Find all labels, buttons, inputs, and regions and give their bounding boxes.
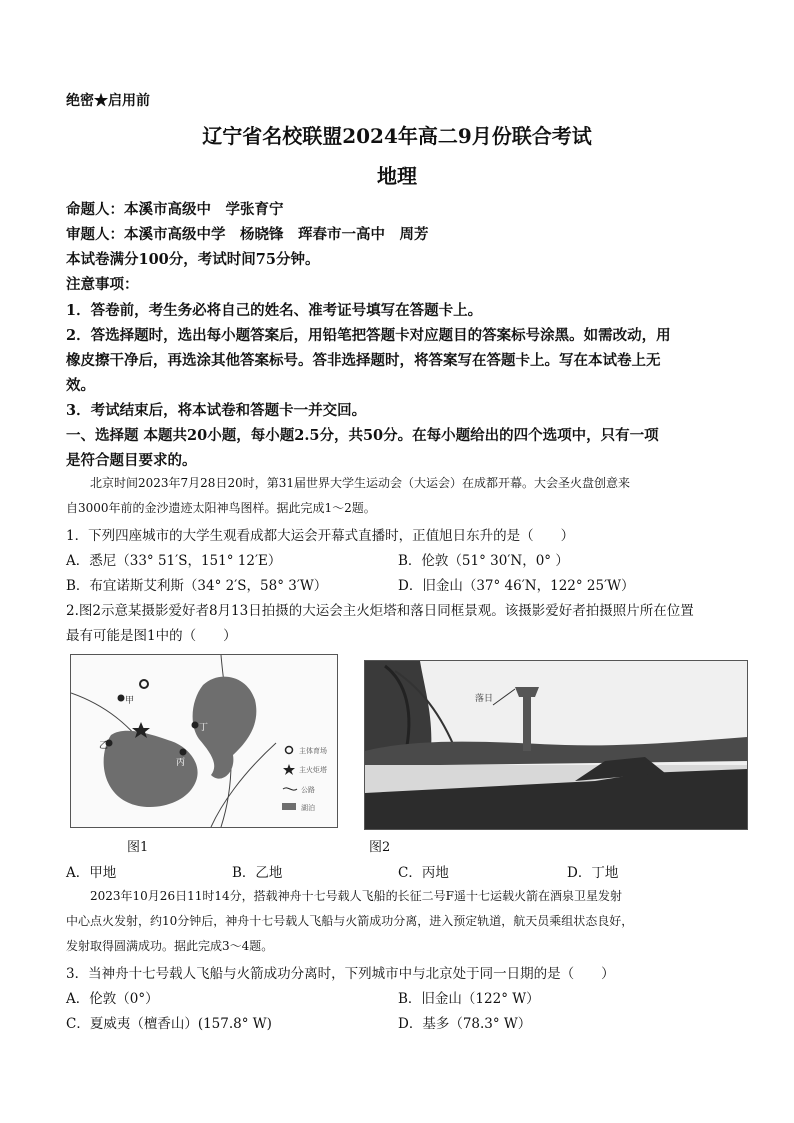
question-1-option-b: B．伦敦（51° 30′N，0° ）: [398, 553, 569, 569]
section-heading-line-1: 一、选择题 本题共20小题，每小题2.5分，共50分。在每小题给出的四个选项中，只有一项: [66, 427, 659, 444]
label-ding: 丁: [199, 723, 209, 733]
question-3-stem: 3．当神舟十七号载人飞船与火箭成功分离时，下列城市中与北京处于同一日期的是（ ）: [66, 966, 615, 982]
note-2-line-3: 效。: [66, 377, 95, 394]
notes-heading: 注意事项：: [66, 276, 139, 293]
figure-1-caption: 图1: [127, 840, 149, 855]
stadium-icon: [140, 680, 148, 688]
question-2-stem-line-2: 最有可能是图1中的（ ）: [66, 628, 237, 644]
confidential-mark: 绝密★启用前: [66, 93, 150, 109]
legend-torch-label: 主火炬塔: [299, 766, 327, 774]
exam-title: 辽宁省名校联盟2024年高二9月份联合考试: [202, 124, 592, 148]
note-2-line-1: 2．答选择题时，选出每小题答案后，用铅笔把答题卡对应题目的答案标号涂黑。如需改动，用: [66, 327, 671, 344]
question-2-stem-line-1: 2.图2示意某摄影爱好者8月13日拍摄的大运会主火炬塔和落日同框景观。该摄影爱好者拍摄照片所在位置: [66, 603, 694, 619]
location-dot-ding: [192, 722, 199, 729]
note-2-line-2: 橡皮擦干净后，再选涂其他答案标号。答非选择题时，将答案写在答题卡上。写在本试卷上无: [66, 352, 661, 369]
figure-2-photo: [364, 660, 748, 830]
location-dot-jia: [118, 695, 125, 702]
passage-1-line-2: 自3000年前的金沙遗迹太阳神鸟图样。据此完成1～2题。: [66, 501, 376, 515]
legend-stadium-label: 主体育场: [299, 747, 327, 755]
question-1-option-d: D．旧金山（37° 46′N，122° 25′W）: [398, 578, 635, 594]
legend-torch-star-icon: [283, 764, 295, 775]
figure-2-drawing: [365, 661, 747, 829]
torch-tower-top: [515, 687, 539, 697]
reviewer-line: 审题人：本溪市高级中学 杨晓锋 珲春市一高中 周芳: [66, 226, 429, 243]
figure-1-map: [70, 654, 338, 828]
question-1-option-a: A．悉尼（33° 51′S，151° 12′E）: [66, 553, 282, 569]
subject-title: 地理: [377, 164, 417, 188]
location-dot-bing: [180, 749, 187, 756]
legend-stadium-icon: [286, 747, 293, 754]
figure-2-caption: 图2: [369, 840, 391, 855]
passage-2-line-3: 发射取得圆满成功。据此完成3～4题。: [66, 939, 274, 953]
section-heading-line-2: 是符合题目要求的。: [66, 452, 197, 469]
legend-lake-label: 湖泊: [301, 804, 315, 812]
question-2-option-d: D．丁地: [567, 865, 619, 881]
question-3-option-b: B．旧金山（122° W）: [398, 991, 540, 1007]
question-2-option-b: B．乙地: [232, 865, 283, 881]
question-1-stem: 1．下列四座城市的大学生观看成都大运会开幕式直播时，正值旭日东升的是（ ）: [66, 528, 575, 544]
lake-shape: [104, 731, 198, 807]
label-bing: 丙: [176, 758, 186, 768]
legend-road-label: 公路: [301, 786, 315, 794]
label-jia: 甲: [125, 696, 135, 706]
question-2-option-a: A．甲地: [66, 865, 117, 881]
author-line: 命题人：本溪市高级中 学张育宁: [66, 201, 284, 218]
passage-2-line-1: 2023年10月26日11时14分，搭载神舟十七号载人飞船的长征二号F遥十七运载火箭在酒泉卫星发射: [90, 889, 622, 903]
question-2-option-c: C．丙地: [398, 865, 449, 881]
legend-road-icon: [283, 788, 297, 790]
question-1-option-c: B．布宜诺斯艾利斯（34° 2′S，58° 3′W）: [66, 578, 328, 594]
question-3-option-a: A．伦敦（0°）: [66, 991, 159, 1007]
question-3-option-c: C．夏威夷（檀香山）(157.8° W): [66, 1016, 272, 1032]
question-3-option-d: D．基多（78.3° W）: [398, 1016, 532, 1032]
figure-1-drawing: [71, 655, 337, 827]
passage-1-line-1: 北京时间2023年7月28日20时，第31届世界大学生运动会（大运会）在成都开幕。大会圣火盘创意来: [90, 476, 630, 490]
label-yi: 乙: [99, 741, 109, 751]
legend-lake-icon: [282, 803, 296, 810]
sun-label: 落日: [475, 694, 494, 704]
note-1: 1．答卷前，考生务必将自己的姓名、准考证号填写在答题卡上。: [66, 302, 483, 319]
score-line: 本试卷满分100分，考试时间75分钟。: [66, 251, 320, 268]
note-3: 3．考试结束后，将本试卷和答题卡一并交回。: [66, 402, 367, 419]
passage-2-line-2: 中心点火发射，约10分钟后，神舟十七号载人飞船与火箭成功分离，进入预定轨道，航天员乘组状态良好，: [66, 914, 634, 928]
